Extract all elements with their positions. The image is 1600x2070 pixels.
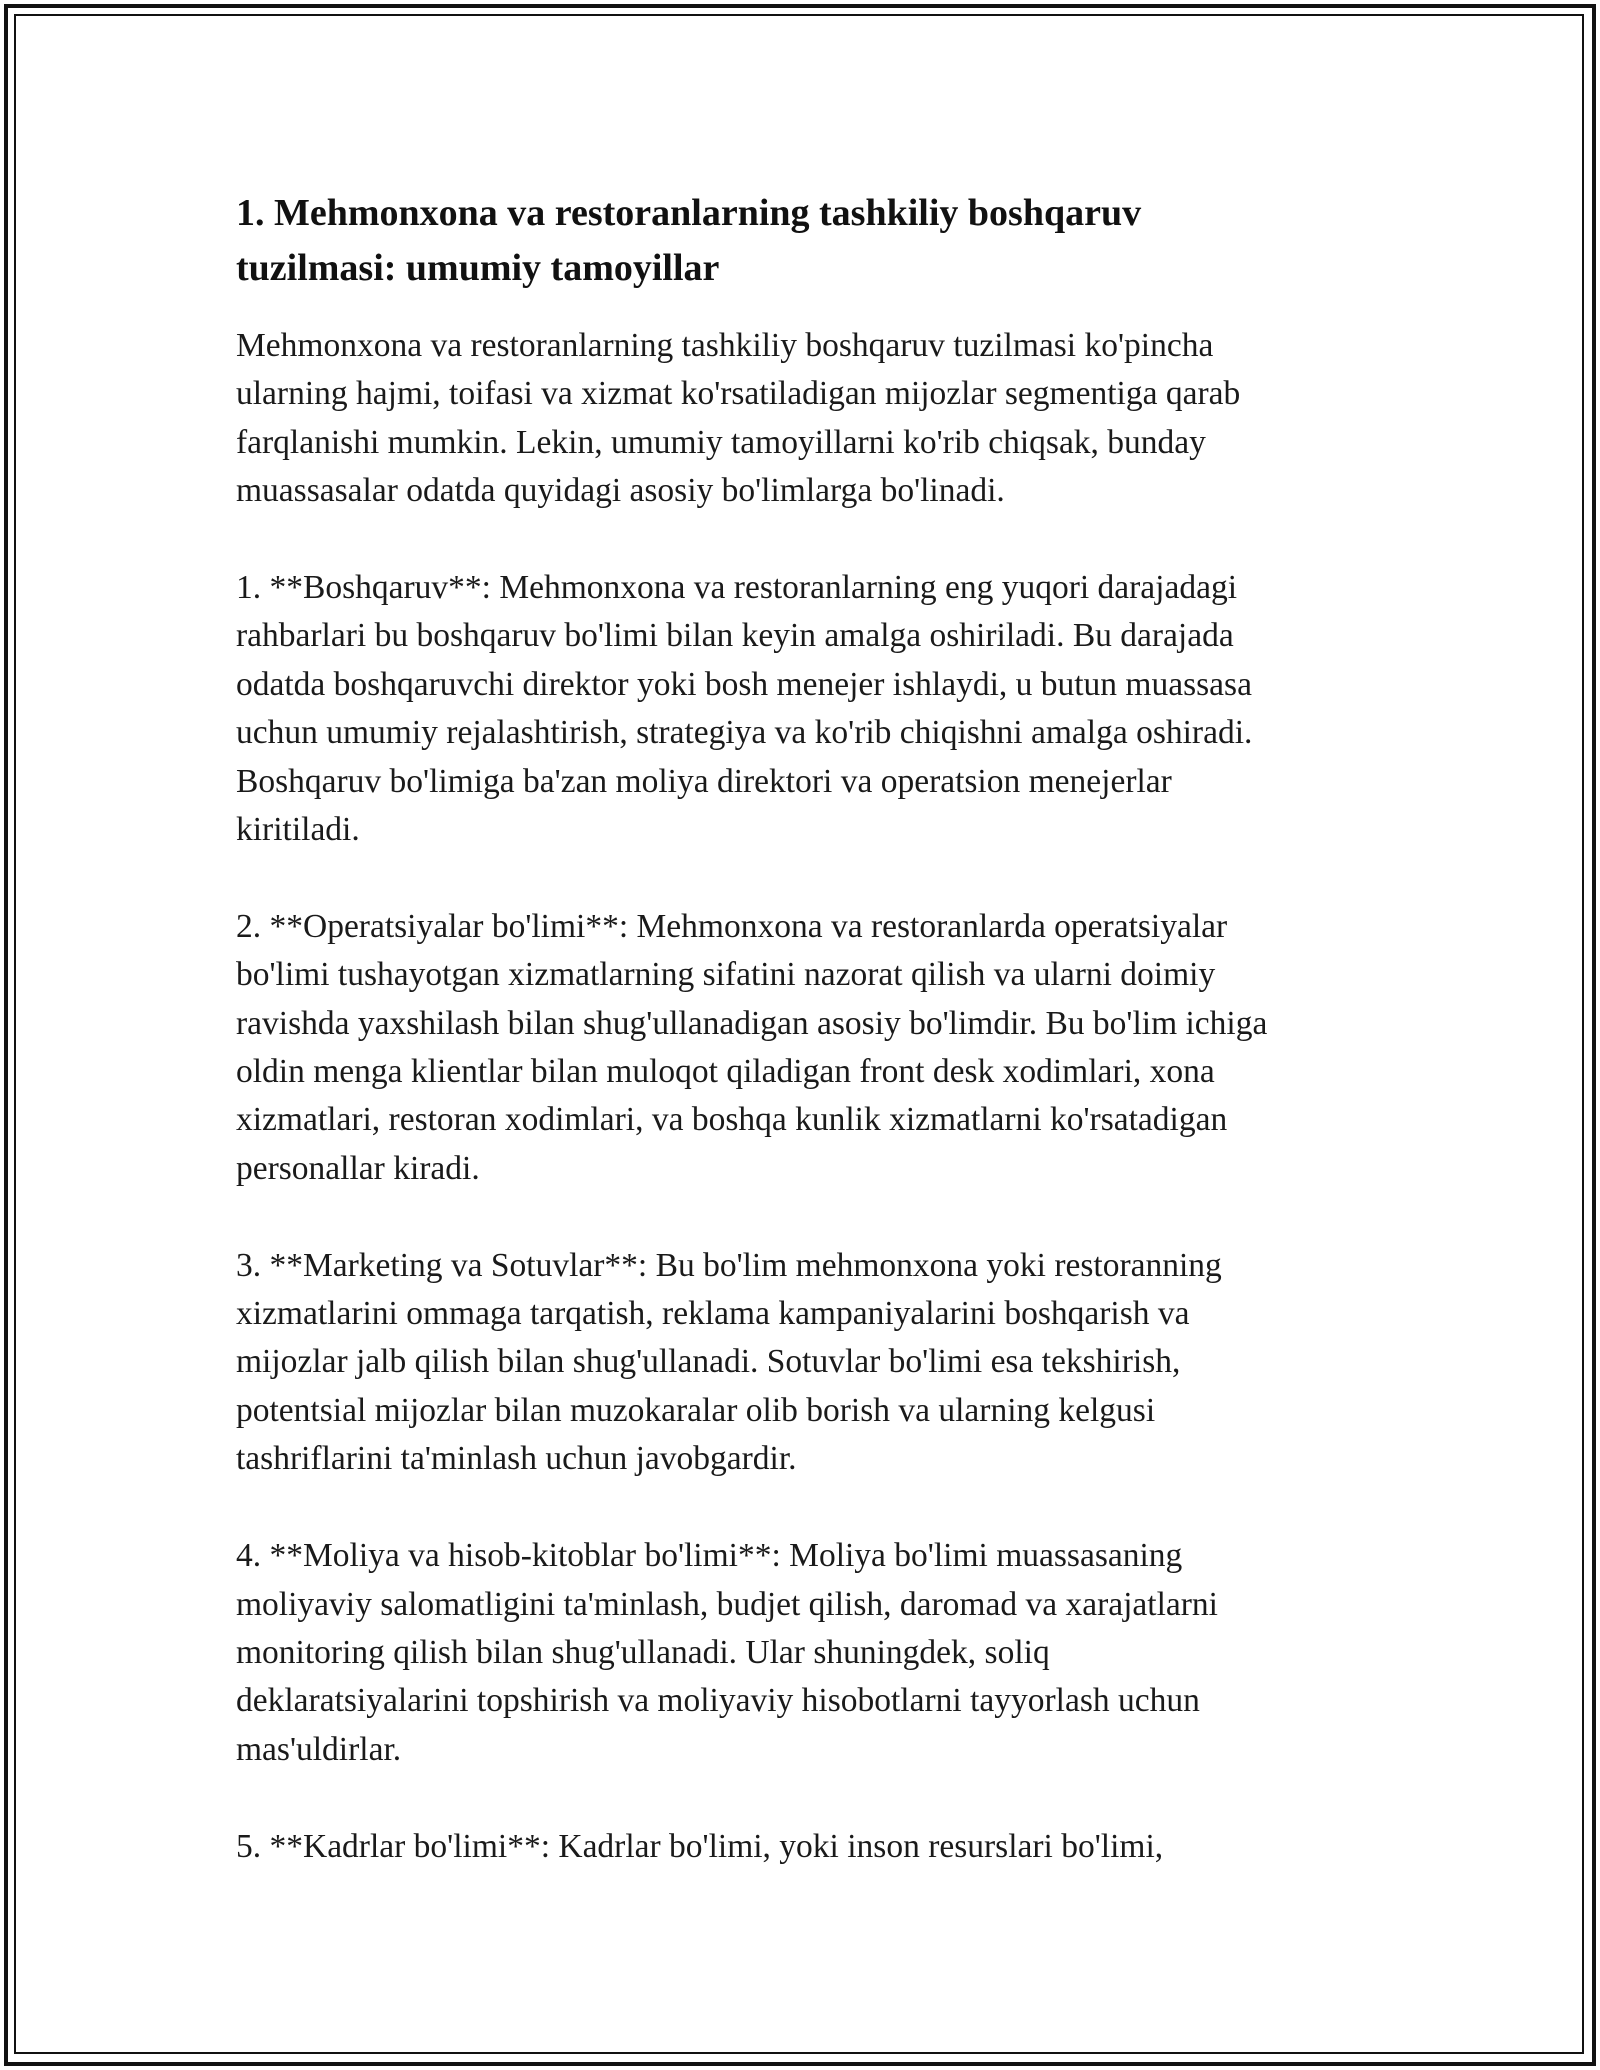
text-line: 2. **Operatsiyalar bo'limi**: Mehmonxona va restoranlarda operatsiyalar — [236, 907, 1228, 945]
document-body — [236, 186, 1376, 1871]
list-item-marketing — [236, 1242, 1376, 1484]
text-line: xizmatlari, restoran xodimlari, va boshqa kunlik xizmatlarni ko'rsatadigan — [236, 1101, 1228, 1139]
text-line: deklaratsiyalarini topshirish va moliyaviy hisobotlarni tayyorlash uchun — [236, 1682, 1200, 1720]
text-line: potentsial mijozlar bilan muzokaralar olib borish va ularning kelgusi — [236, 1391, 1156, 1429]
heading-line: 1. Mehmonxona va restoranlarning tashkiliy boshqaruv — [236, 192, 1142, 234]
text-line: muassasalar odatda quyidagi asosiy bo'limlarga bo'linadi. — [236, 472, 1005, 510]
list-item-moliya — [236, 1532, 1376, 1774]
text-line: uchun umumiy rejalashtirish, strategiya va ko'rib chiqishni amalga oshiradi. — [236, 714, 1253, 752]
text-line: 3. **Marketing va Sotuvlar**: Bu bo'lim mehmonxona yoki restoranning — [236, 1246, 1222, 1284]
text-line: personallar kiradi. — [236, 1149, 480, 1187]
text-line: mijozlar jalb qilish bilan shug'ullanadi. Sotuvlar bo'limi esa tekshirish, — [236, 1343, 1181, 1381]
paragraph-gap — [236, 1193, 1376, 1241]
text-line: 1. **Boshqaruv**: Mehmonxona va restoranlarning eng yuqori darajadagi — [236, 569, 1238, 607]
text-line: odatda boshqaruvchi direktor yoki bosh menejer ishlaydi, u butun muassasa — [236, 665, 1252, 703]
text-line: kiritiladi. — [236, 811, 360, 849]
intro-paragraph — [236, 322, 1376, 516]
text-line: rahbarlari bu boshqaruv bo'limi bilan keyin amalga oshiriladi. Bu darajada — [236, 617, 1234, 655]
text-line: Mehmonxona va restoranlarning tashkiliy boshqaruv tuzilmasi ko'pincha — [236, 327, 1214, 364]
text-line: oldin menga klientlar bilan muloqot qiladigan front desk xodimlari, xona — [236, 1053, 1215, 1091]
paragraph-gap — [236, 1484, 1376, 1532]
paragraph-gap — [236, 516, 1376, 564]
text-line: farqlanishi mumkin. Lekin, umumiy tamoyillarni ko'rib chiqsak, bunday — [236, 423, 1206, 461]
section-heading — [236, 186, 1376, 296]
list-item-kadrlar — [236, 1823, 1376, 1871]
list-item-boshqaruv — [236, 564, 1376, 854]
text-line: moliyaviy salomatligini ta'minlash, budjet qilish, daromad va xarajatlarni — [236, 1585, 1218, 1623]
text-line: ravishda yaxshilash bilan shug'ullanadigan asosiy bo'limdir. Bu bo'lim ichiga — [236, 1004, 1268, 1042]
text-line: xizmatlarini ommaga tarqatish, reklama kampaniyalarini boshqarish va — [236, 1295, 1190, 1333]
list-item-operatsiyalar — [236, 903, 1376, 1193]
heading-line: tuzilmasi: umumiy tamoyillar — [236, 247, 720, 289]
paragraph-gap — [236, 1774, 1376, 1822]
paragraph-gap — [236, 854, 1376, 902]
text-line: Boshqaruv bo'limiga ba'zan moliya direktori va operatsion menejerlar — [236, 762, 1172, 800]
text-line: tashriflarini ta'minlash uchun javobgardir. — [236, 1440, 797, 1478]
text-line: 5. **Kadrlar bo'limi**: Kadrlar bo'limi, yoki inson resurslari bo'limi, — [236, 1827, 1164, 1865]
text-line: bo'limi tushayotgan xizmatlarning sifatini nazorat qilish va ularni doimiy — [236, 956, 1216, 994]
text-line: mas'uldirlar. — [236, 1730, 402, 1768]
text-line: monitoring qilish bilan shug'ullanadi. Ular shuningdek, soliq — [236, 1633, 1050, 1671]
text-line: 4. **Moliya va hisob-kitoblar bo'limi**: Moliya bo'limi muassasaning — [236, 1537, 1183, 1575]
text-line: ularning hajmi, toifasi va xizmat ko'rsatiladigan mijozlar segmentiga qarab — [236, 375, 1241, 413]
